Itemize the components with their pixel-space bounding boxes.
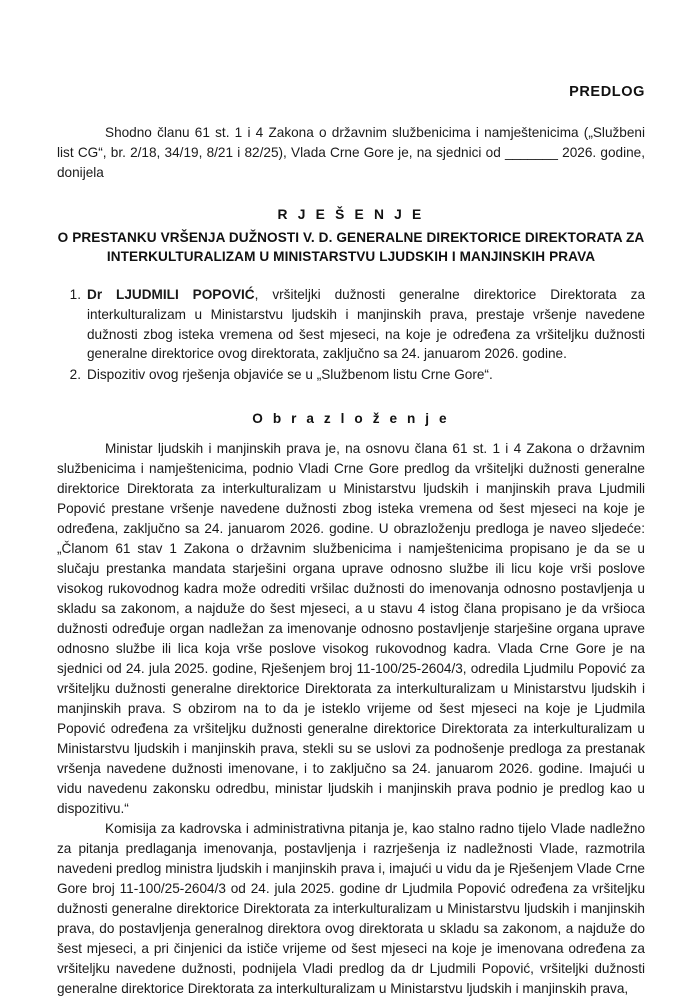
explanation-paragraph-2: Komisija za kadrovska i administrativna pitanja je, kao stalno radno tijelo Vlade nadležno za pitanja predlaganja imenovanja, postavljenja i razrješenja iz nadležnosti Vlade, razmotrila navedeni predlog ministra ljudskih i manjinskih prava i, imajući u vidu da je Rješenjem Vlade Crne Gore broj 11-100/25-2604/3 od 24. jula 2025. godine dr Ljudmila Popović određena za vršiteljku dužnosti generalne direktorice Direktorata za interkulturalizam u Ministarstvu ljudskih i manjinskih prava, do postavljenja generalnog direktora ovog direktorata u skladu sa zakonom, a najduže do šest mjeseci, a pri činjenici da ističe vrijeme od šest mjeseci na koje je imenovana određena za vršiteljku navedene dužnosti, podnijela Vladi predlog da dr Ljudmili Popović, vršiteljki dužnosti generalne direktorice Direktorata za interkulturalizam u Ministarstvu ljudskih i manjinskih prava, [57,820,645,996]
document-label: PREDLOG [569,84,645,100]
document-title: R J E Š E N J E [277,207,425,223]
document-subtitle: O PRESTANKU VRŠENJA DUŽNOSTI V. D. GENERALNE DIREKTORICE DIREKTORATA ZA INTERKULTURALIZAM U MINISTARSTVU LJUDSKIH I MANJINSKIH PRAVA [57,229,645,265]
list-item-text: , vršiteljki dužnosti generalne direktorice Direktorata za interkulturalizam u Ministarstvu ljudskih i manjinskih prava, prestaje vršenje navedene dužnosti zbog isteka vremena od šest mjeseci, na koje je određena za vršiteljku dužnosti generalne direktorice ovog direktorata, zaključno sa 24. januarom 2026. godine. [87,286,645,362]
list-item-text: Dispozitiv ovog rješenja objaviće se u „Službenom listu Crne Gore“. [87,367,493,383]
dispositive-list [57,285,645,386]
intro-paragraph: Shodno članu 61 st. 1 i 4 Zakona o državnim službenicima i namještenicima („Službeni list CG“, br. 2/18, 34/19, 8/21 i 82/25), Vlada Crne Gore je, na sjednici od _______ 2026. godine, donijela [57,125,645,181]
explanation-paragraph-1: Ministar ljudskih i manjinskih prava je, na osnovu člana 61 st. 1 i 4 Zakona o državnim službenicima i namještenicima, podnio Vladi Crne Gore predlog da vršiteljki dužnosti generalne direktorice Direktorata za interkulturalizam u Ministarstvu ljudskih i manjinskih prava Ljudmili Popović prestane vršenje navedene dužnosti zbog isteka vremena od šest mjeseci na koje je određena, zaključno sa 24. januarom 2026. godine. U obrazloženju predloga je naveo sljedeće: „Članom 61 stav 1 Zakona o državnim službenicima i namještenicima propisano je da se u slučaju prestanka mandata starješini organa uprave odnosno službe ili licu koje vrši poslove visokog rukovodnog kadra može odrediti vršilac dužnosti do imenovanja odnosno postavljenja u skladu sa zakonom, a najduže do šest mjeseci, a u stavu 4 istog člana propisano je da vršioca dužnosti određuje organ nadležan za imenovanje odnosno postavljenje starješine organa uprave odnosno službe ili lica koja vrše poslove visokog rukovodnog kadra. Vlada Crne Gore je na sjednici od 24. jula 2025. godine, Rješenjem broj 11-100/25-2604/3, odredila Ljudmilu Popović za vršiteljku dužnosti generalne direktorice Direktorata za interkulturalizam u Ministarstvu ljudskih i manjinskih prava. S obzirom na to da je isteklo vrijeme od šest mjeseci na koje je Ljudmila Popović određena za vršiteljku dužnosti generalne direktorice Direktorata za interkulturalizam u Ministarstvu ljudskih i manjinskih prava, stekli su se uslovi za podnošenje predloga za prestanak vršenja navedene dužnosti imenovane, i to zaključno sa 24. januarom 2026. godine. Imajući u vidu navedenu zakonsku odredbu, ministar ljudskih i manjinskih prava podnio je predlog kao u dispozitivu.“ [57,441,645,816]
person-name: Dr LJUDMILI POPOVIĆ [87,286,255,302]
list-item [87,365,645,385]
explanation-heading: O b r a z l o ž e n j e [252,411,450,427]
list-item [87,285,645,365]
title-block [57,205,645,266]
